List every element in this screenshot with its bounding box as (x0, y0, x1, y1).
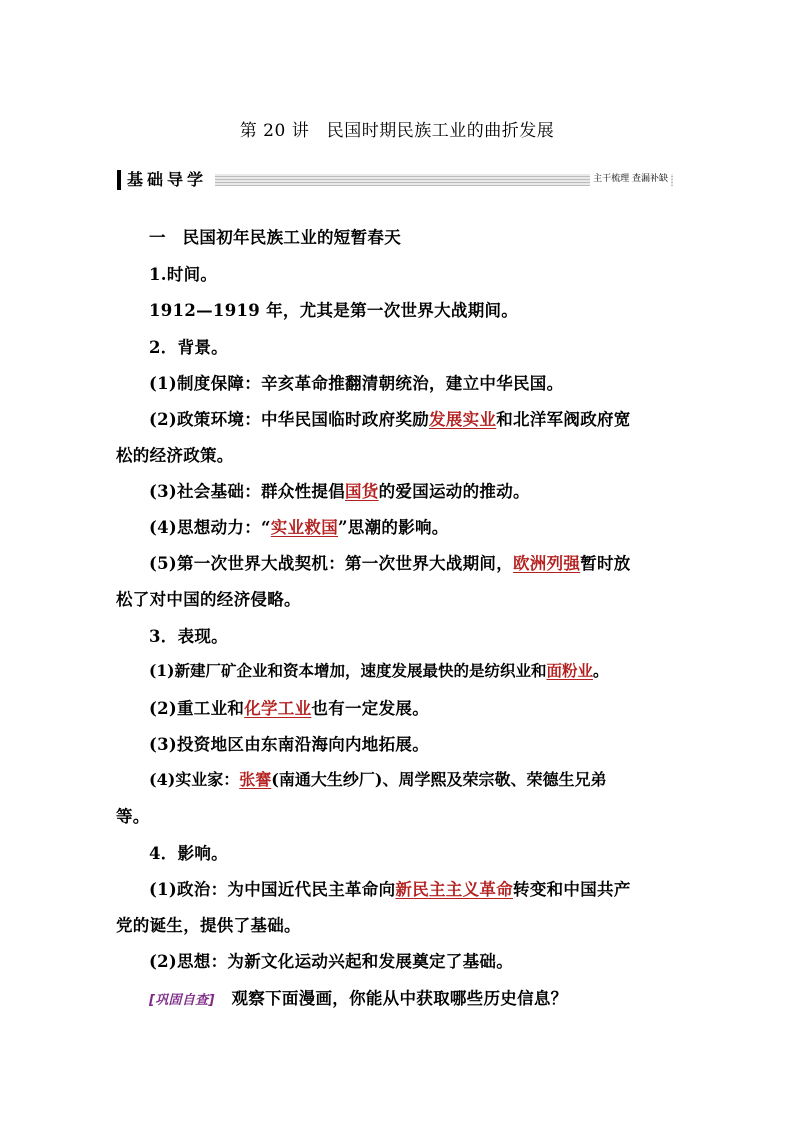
influence-p2: (2)思想：为新文化运动兴起和发展奠定了基础。 (149, 952, 513, 971)
key-term: 化学工业 (244, 699, 312, 718)
banner-label: 基础导学 (117, 170, 213, 190)
performance-heading: 3．表现。 (149, 627, 228, 646)
banner-bar (215, 174, 673, 186)
page-title: 第 20 讲 民国时期民族工业的曲折发展 (239, 121, 555, 141)
section-banner (117, 170, 673, 190)
background-heading: 2．背景。 (149, 338, 228, 357)
key-term: 国货 (345, 482, 379, 501)
time-heading: 1.时间。 (149, 265, 218, 284)
consolidate-label: [巩固自查] (149, 993, 215, 1008)
banner-tag: 主干梳理 查漏补缺 (590, 173, 671, 186)
key-term: 欧洲列强 (513, 554, 581, 573)
performance-p3: (3)投资地区由东南沿海向内地拓展。 (149, 735, 429, 754)
background-p5: (5)第一次世界大战契机：第一次世界大战期间，欧洲列强暂时放 (149, 554, 631, 573)
key-term: 面粉业 (546, 661, 593, 680)
background-p2: (2)政策环境：中华民国临时政府奖励发展实业和北洋军阀政府宽 (149, 410, 631, 429)
performance-p1: (1)新建厂矿企业和资本增加，速度发展最快的是纺织业和面粉业。 (149, 661, 609, 680)
time-text: 1912—1919 年，尤其是第一次世界大战期间。 (149, 301, 519, 320)
key-term: 新民主主义革命 (395, 880, 514, 899)
key-term: 发展实业 (429, 410, 497, 429)
background-p1: (1)制度保障：辛亥革命推翻清朝统治，建立中华民国。 (149, 374, 564, 393)
performance-p4: (4)实业家：张謇(南通大生纱厂)、周学熙及荣宗敬、荣德生兄弟 (149, 770, 607, 789)
consolidate-prompt: [巩固自查] 观察下面漫画，你能从中获取哪些历史信息？ (149, 989, 568, 1008)
background-p3: (3)社会基础：群众性提倡国货的爱国运动的推动。 (149, 482, 530, 501)
background-p5-cont: 松了对中国的经济侵略。 (116, 590, 301, 609)
key-term: 张謇 (239, 770, 272, 789)
performance-p2: (2)重工业和化学工业也有一定发展。 (149, 699, 430, 718)
background-p2-cont: 松的经济政策。 (116, 446, 234, 465)
influence-p1-cont: 党的诞生，提供了基础。 (116, 916, 301, 935)
section-heading: 一 民国初年民族工业的短暂春天 (149, 228, 401, 247)
key-term: 实业救国 (270, 518, 338, 537)
background-p4: (4)思想动力：“实业救国”思潮的影响。 (149, 518, 449, 537)
performance-p4-cont: 等。 (116, 807, 150, 826)
influence-heading: 4．影响。 (149, 844, 228, 863)
influence-p1: (1)政治：为中国近代民主革命向新民主主义革命转变和中国共产 (149, 880, 631, 899)
